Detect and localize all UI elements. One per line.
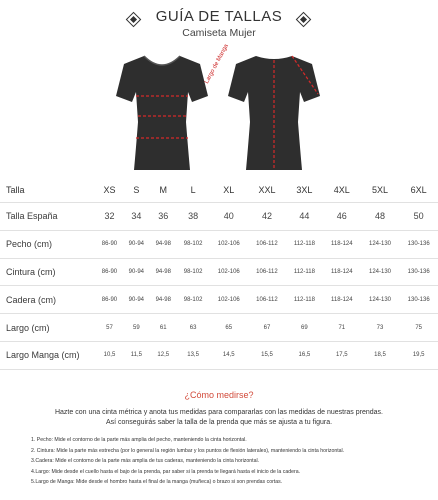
- howto-intro-line: Así conseguirás saber la talla de la prenda que más se ajusta a tu figura.: [105, 418, 333, 426]
- table-cell: 17,5: [323, 341, 361, 369]
- sleeve-length-label: Largo de Manga: [204, 43, 230, 85]
- table-cell: 94-98: [150, 286, 177, 314]
- size-header-cell: XL: [209, 178, 248, 203]
- size-header-cell: 3XL: [286, 178, 323, 203]
- note-length: 4.Largo: Mide desde el cuello hasta el bajo de la prenda, par saber si la prenda te llegará hasta el inicio de la cadera.: [31, 468, 301, 475]
- page-subtitle: Camiseta Mujer: [182, 27, 256, 39]
- table-cell: 42: [248, 203, 286, 231]
- page-title: GUÍA DE TALLAS: [155, 8, 283, 25]
- table-row: [0, 314, 438, 342]
- howto-title: ¿Cómo medirse?: [184, 390, 254, 400]
- row-label: Largo (cm): [0, 314, 96, 342]
- howto-intro: [20, 408, 418, 427]
- table-cell: 102-106: [209, 230, 248, 258]
- table-cell: 38: [177, 203, 210, 231]
- table-cell: 59: [123, 314, 150, 342]
- table-cell: 86-90: [96, 286, 123, 314]
- table-cell: 44: [286, 203, 323, 231]
- table-cell: 90-94: [123, 230, 150, 258]
- size-header-cell: XS: [96, 178, 123, 203]
- table-cell: 94-98: [150, 258, 177, 286]
- table-cell: 102-106: [209, 258, 248, 286]
- size-header-label: Talla: [0, 178, 96, 203]
- table-row: [0, 203, 438, 231]
- table-cell: 46: [323, 203, 361, 231]
- table-cell: 32: [96, 203, 123, 231]
- table-cell: 130-136: [399, 286, 438, 314]
- table-cell: 71: [323, 314, 361, 342]
- table-cell: 90-94: [123, 258, 150, 286]
- table-cell: 16,5: [286, 341, 323, 369]
- note-chest: 1. Pecho: Mide el contorno de la parte más amplia del pecho, manteniendo la cinta horizontal.: [31, 437, 247, 443]
- table-cell: 106-112: [248, 258, 286, 286]
- size-header-cell: L: [177, 178, 210, 203]
- howto-notes: [31, 435, 431, 488]
- back-shirt-illustration: [226, 52, 322, 174]
- table-cell: 86-90: [96, 258, 123, 286]
- table-cell: 98-102: [177, 258, 210, 286]
- table-cell: 57: [96, 314, 123, 342]
- size-table: [0, 178, 438, 370]
- table-cell: 15,5: [248, 341, 286, 369]
- table-row: [0, 286, 438, 314]
- table-cell: 10,5: [96, 341, 123, 369]
- table-cell: 98-102: [177, 286, 210, 314]
- table-cell: 90-94: [123, 286, 150, 314]
- table-cell: 11,5: [123, 341, 150, 369]
- note-waist: 2. Cintura: Mide la parte más estrecha (por lo general la región lumbar y los puntos de flexión laterales), manteniendo la cinta horizontal.: [31, 447, 345, 454]
- size-header-cell: S: [123, 178, 150, 203]
- table-cell: 106-112: [248, 286, 286, 314]
- table-cell: 14,5: [209, 341, 248, 369]
- table-cell: 86-90: [96, 230, 123, 258]
- table-cell: 112-118: [286, 258, 323, 286]
- table-cell: 124-130: [361, 258, 400, 286]
- table-cell: 36: [150, 203, 177, 231]
- row-label: Largo Manga (cm): [0, 341, 96, 369]
- table-cell: 118-124: [323, 230, 361, 258]
- table-cell: 102-106: [209, 286, 248, 314]
- size-header-row: [0, 178, 438, 203]
- table-cell: 112-118: [286, 230, 323, 258]
- table-cell: 130-136: [399, 258, 438, 286]
- row-label: Talla España: [0, 203, 96, 231]
- table-cell: 50: [399, 203, 438, 231]
- note-hip: 3.Cadera: Mide el contorno de la parte más amplia de tus caderas, manteniendo la cinta horizontal.: [31, 458, 260, 464]
- table-cell: 12,5: [150, 341, 177, 369]
- howto-intro-line: Hazte con una cinta métrica y anota tus medidas para compararlas con las medidas de nuestras prendas.: [54, 409, 383, 416]
- table-cell: 63: [177, 314, 210, 342]
- table-cell: 73: [361, 314, 400, 342]
- front-shirt-illustration: [114, 52, 210, 174]
- table-cell: 13,5: [177, 341, 210, 369]
- table-cell: 75: [399, 314, 438, 342]
- table-row: [0, 258, 438, 286]
- table-cell: 112-118: [286, 286, 323, 314]
- size-header-cell: 4XL: [323, 178, 361, 203]
- table-cell: 67: [248, 314, 286, 342]
- table-cell: 118-124: [323, 286, 361, 314]
- table-cell: 48: [361, 203, 400, 231]
- header: [0, 6, 438, 46]
- table-cell: 130-136: [399, 230, 438, 258]
- size-table-body: [0, 203, 438, 370]
- table-cell: 106-112: [248, 230, 286, 258]
- table-cell: 124-130: [361, 286, 400, 314]
- table-cell: 34: [123, 203, 150, 231]
- table-cell: 124-130: [361, 230, 400, 258]
- table-cell: 19,5: [399, 341, 438, 369]
- row-label: Cintura (cm): [0, 258, 96, 286]
- size-header-cell: 6XL: [399, 178, 438, 203]
- table-cell: 94-98: [150, 230, 177, 258]
- shirt-illustrations: [100, 43, 340, 174]
- note-sleeve: 5.Largo de Manga: Mide desde el hombro hasta el final de la manga (muñeca) o brazo si son prendas cortas.: [31, 479, 283, 485]
- table-row: [0, 230, 438, 258]
- table-cell: 118-124: [323, 258, 361, 286]
- table-row: [0, 341, 438, 369]
- table-cell: 98-102: [177, 230, 210, 258]
- table-cell: 40: [209, 203, 248, 231]
- size-header-cell: 5XL: [361, 178, 400, 203]
- table-cell: 65: [209, 314, 248, 342]
- row-label: Pecho (cm): [0, 230, 96, 258]
- table-cell: 18,5: [361, 341, 400, 369]
- row-label: Cadera (cm): [0, 286, 96, 314]
- table-cell: 69: [286, 314, 323, 342]
- size-header-cell: M: [150, 178, 177, 203]
- table-cell: 61: [150, 314, 177, 342]
- size-header-cell: XXL: [248, 178, 286, 203]
